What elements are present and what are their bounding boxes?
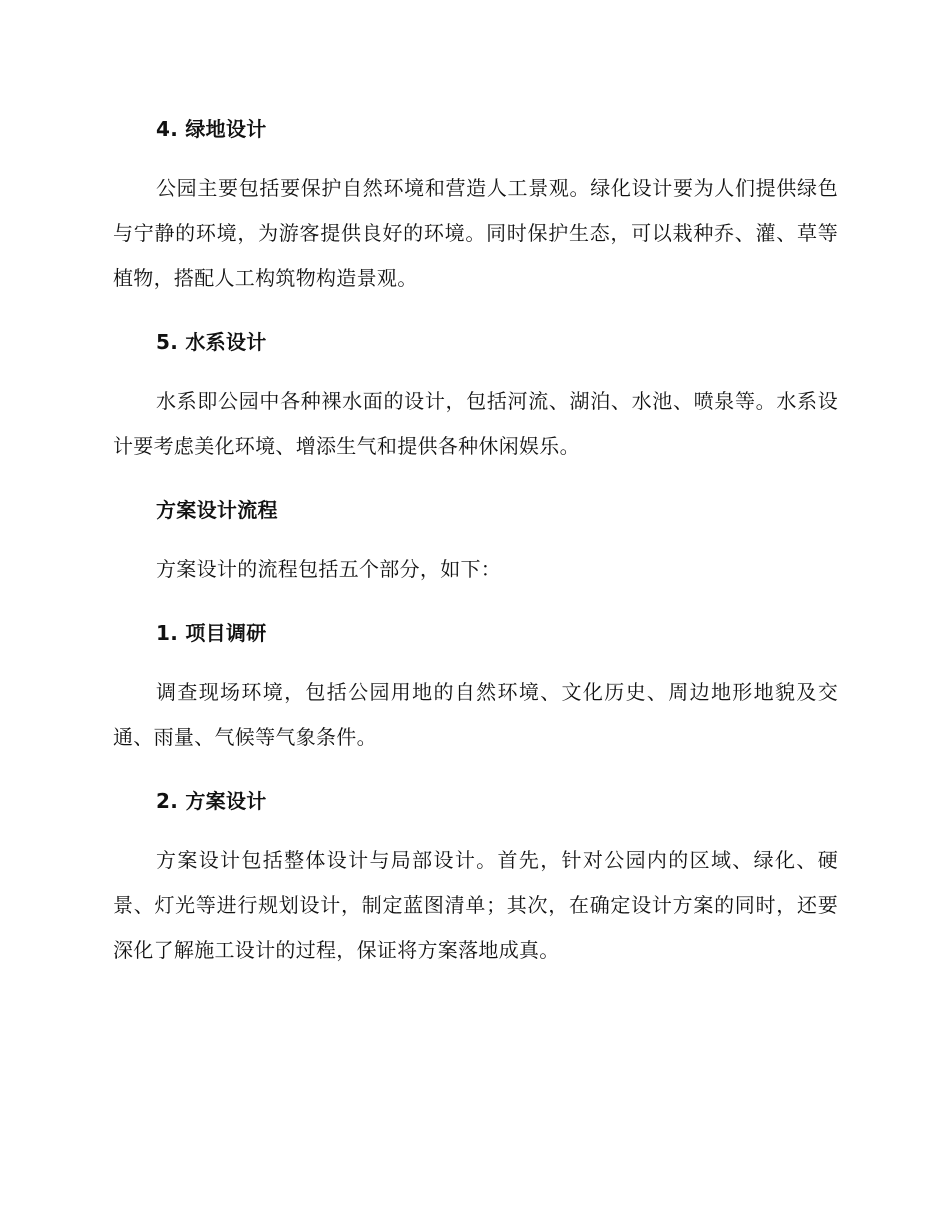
section-paragraph-greenspace: 公园主要包括要保护自然环境和营造人工景观。绿化设计要为人们提供绿色与宁静的环境，为游客提供良好的环境。同时保护生态，可以栽种乔、灌、草等植物，搭配人工构筑物构造景观。 [113, 176, 838, 290]
section-paragraph-design-process: 方案设计的流程包括五个部分，如下： [156, 557, 502, 581]
section-paragraph-water-system: 水系即公园中各种裸水面的设计，包括河流、湖泊、水池、喷泉等。水系设计要考虑美化环境、增添生气和提供各种休闲娱乐。 [113, 389, 838, 458]
section-heading-project-research: 1. 项目调研 [156, 621, 267, 645]
section-paragraph-project-research: 调查现场环境，包括公园用地的自然环境、文化历史、周边地形地貌及交通、雨量、气候等气象条件。 [113, 680, 838, 749]
section-paragraph-scheme-design: 方案设计包括整体设计与局部设计。首先，针对公园内的区域、绿化、硬景、灯光等进行规划设计，制定蓝图清单；其次，在确定设计方案的同时，还要深化了解施工设计的过程，保证将方案落地成真。 [113, 848, 838, 962]
section-heading-scheme-design: 2. 方案设计 [156, 789, 267, 813]
document-page [113, 112, 838, 973]
section-heading-water-system: 5. 水系设计 [156, 330, 267, 354]
section-heading-design-process: 方案设计流程 [156, 498, 278, 522]
section-heading-greenspace: 4. 绿地设计 [156, 117, 267, 141]
